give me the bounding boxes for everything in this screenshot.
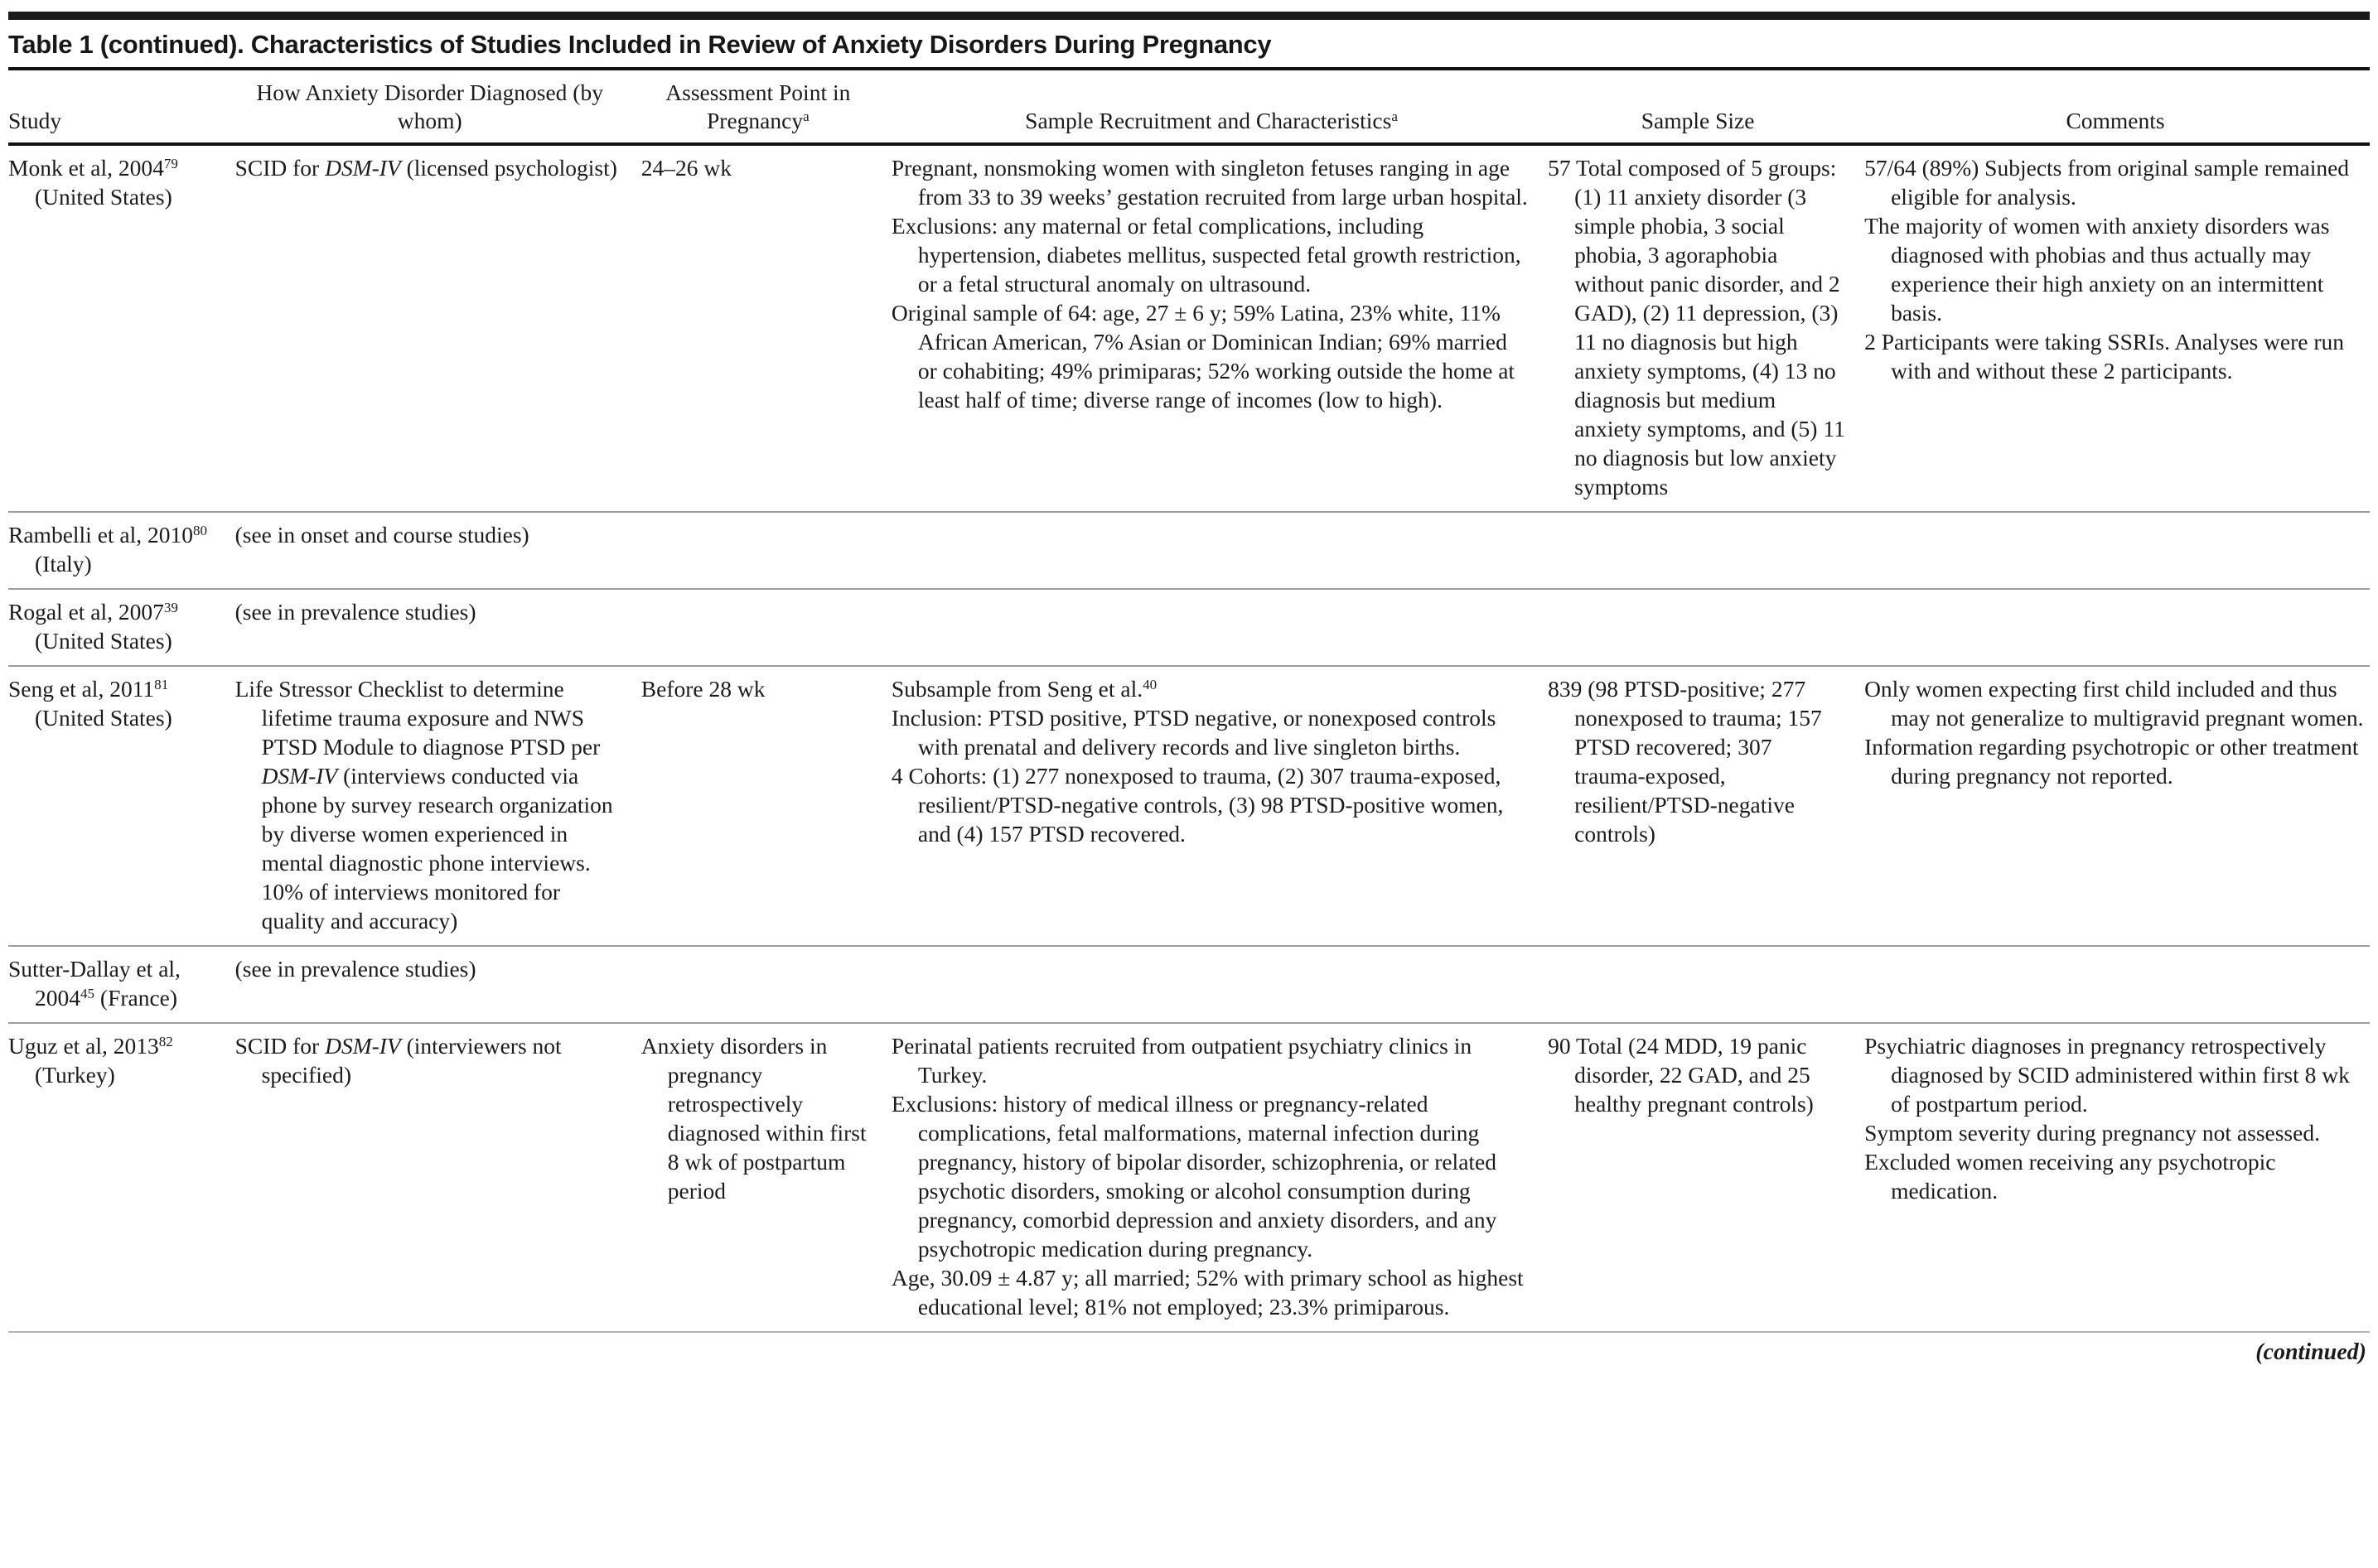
header-row (8, 70, 2370, 144)
cell-comments (1864, 666, 2370, 946)
cell-study (8, 946, 235, 1023)
cell-paragraph: 2 Participants were taking SSRIs. Analyses were run with and without these 2 participants. (1864, 329, 2344, 384)
cell-diagnosed (235, 589, 641, 666)
cell-recruitment (892, 589, 1548, 666)
cell-comments (1864, 589, 2370, 666)
table-top-rule (8, 12, 2370, 20)
cell-diagnosed (235, 1023, 641, 1332)
cell-paragraph: (see in prevalence studies) (234, 599, 476, 625)
cell-paragraph: Exclusions: any maternal or fetal complications, including hypertension, diabetes mellitus, suspected fetal growth restriction, or a fetal structural anomaly on ultrasound. (891, 213, 1521, 297)
cell-paragraph: (see in onset and course studies) (234, 522, 529, 548)
table-title: Table 1 (continued). Characteristics of Studies Included in Review of Anxiety Disorders During Pregnancy (8, 25, 2370, 70)
cell-paragraph: Seng et al, 2011$^{81}$ (United States) (8, 676, 172, 731)
cell-paragraph: The majority of women with anxiety disorders was diagnosed with phobias and thus actually may experience their high anxiety on an intermittent basis. (1864, 213, 2330, 326)
cell-assessment (641, 1023, 892, 1332)
column-header-comments: Comments (1864, 70, 2370, 144)
cell-paragraph: Life Stressor Checklist to determine lifetime trauma exposure and NWS PTSD Module to diagnose PTSD per DSM-IV (interviews conducted via phone by survey research organization by diverse women experienced in mental diagnostic phone interviews. 10% of interviews monitored for quality and accuracy) (234, 676, 613, 934)
cell-diagnosed (235, 666, 641, 946)
table-header (8, 70, 2370, 144)
cell-sample_size (1548, 946, 1864, 1023)
cell-assessment (641, 589, 892, 666)
cell-paragraph: Monk et al, 2004$^{79}$ (United States) (8, 155, 178, 210)
cell-paragraph: Rambelli et al, 2010$^{80}$ (Italy) (8, 522, 208, 577)
column-header-study: Study (8, 70, 235, 144)
cell-paragraph: 4 Cohorts: (1) 277 nonexposed to trauma, (2) 307 trauma-exposed, resilient/PTSD-negative controls, (3) 98 PTSD-positive women, and (4) 157 PTSD recovered. (891, 763, 1504, 847)
cell-sample_size (1548, 144, 1864, 512)
cell-diagnosed (235, 144, 641, 512)
cell-study (8, 1023, 235, 1332)
cell-paragraph: Sutter-Dallay et al, 2004$^{45}$ (France) (8, 956, 181, 1011)
cell-paragraph: Psychiatric diagnoses in pregnancy retrospectively diagnosed by SCID administered within first 8 wk of postpartum period. (1864, 1033, 2350, 1117)
cell-recruitment (892, 1023, 1548, 1332)
cell-study (8, 512, 235, 589)
cell-paragraph: 57/64 (89%) Subjects from original sample remained eligible for analysis. (1864, 155, 2350, 210)
cell-comments (1864, 144, 2370, 512)
column-header-sample_size: Sample Size (1548, 70, 1864, 144)
column-header-recruitment: Sample Recruitment and Characteristics$^a$ (892, 70, 1548, 144)
cell-assessment (641, 946, 892, 1023)
cell-assessment (641, 144, 892, 512)
cell-paragraph: 90 Total (24 MDD, 19 panic disorder, 22 GAD, and 25 healthy pregnant controls) (1548, 1033, 1814, 1117)
cell-study (8, 144, 235, 512)
cell-assessment (641, 512, 892, 589)
cell-paragraph: (see in prevalence studies) (234, 956, 476, 982)
cell-paragraph: Only women expecting first child included and thus may not generalize to multigravid pregnant women. (1864, 676, 2364, 731)
cell-recruitment (892, 946, 1548, 1023)
cell-paragraph: Age, 30.09 ± 4.87 y; all married; 52% with primary school as highest educational level; 81% not employed; 23.3% primiparous. (891, 1265, 1524, 1320)
cell-paragraph: 57 Total composed of 5 groups: (1) 11 anxiety disorder (3 simple phobia, 3 social phobia, 3 agoraphobia without panic disorder, and 2 GAD), (2) 11 depression, (3) 11 no diagnosis but high anxiety symptoms, (4) 13 no diagnosis but medium anxiety symptoms, and (5) 11 no diagnosis but low anxiety symptoms (1548, 155, 1845, 499)
cell-recruitment (892, 512, 1548, 589)
column-header-assessment: Assessment Point in Pregnancy$^a$ (641, 70, 892, 144)
cell-paragraph: Pregnant, nonsmoking women with singleton fetuses ranging in age from 33 to 39 weeks’ gestation recruited from large urban hospital. (891, 155, 1528, 210)
cell-recruitment (892, 144, 1548, 512)
cell-paragraph: Uguz et al, 2013$^{82}$ (Turkey) (8, 1033, 173, 1088)
cell-sample_size (1548, 1023, 1864, 1332)
column-header-diagnosed: How Anxiety Disorder Diagnosed (by whom) (235, 70, 641, 144)
cell-sample_size (1548, 666, 1864, 946)
cell-paragraph: Excluded women receiving any psychotropic medication. (1864, 1149, 2276, 1204)
cell-paragraph: Original sample of 64: age, 27 ± 6 y; 59% Latina, 23% white, 11% African American, 7% Asian or Dominican Indian; 69% married or cohabiting; 49% primiparas; 52% working outside the home at least half of time; diverse range of incomes (low to high). (891, 300, 1515, 413)
studies-table (8, 70, 2370, 1333)
cell-paragraph: 24–26 wk (640, 155, 732, 181)
cell-paragraph: Information regarding psychotropic or other treatment during pregnancy not reported. (1864, 734, 2359, 789)
cell-paragraph: Anxiety disorders in pregnancy retrospectively diagnosed within first 8 wk of postpartum period (640, 1033, 867, 1204)
cell-study (8, 589, 235, 666)
cell-comments (1864, 512, 2370, 589)
table-row (8, 144, 2370, 512)
table-body (8, 144, 2370, 1332)
cell-sample_size (1548, 589, 1864, 666)
table-row (8, 1023, 2370, 1332)
cell-paragraph: Symptom severity during pregnancy not assessed. (1864, 1120, 2320, 1146)
cell-comments (1864, 1023, 2370, 1332)
cell-paragraph: SCID for DSM-IV (licensed psychologist) (234, 155, 617, 181)
cell-paragraph: Inclusion: PTSD positive, PTSD negative, or nonexposed controls with prenatal and delivery records and live singleton births. (891, 705, 1496, 760)
cell-recruitment (892, 666, 1548, 946)
table-row (8, 589, 2370, 666)
cell-assessment (641, 666, 892, 946)
cell-sample_size (1548, 512, 1864, 589)
cell-paragraph: SCID for DSM-IV (interviewers not specified) (234, 1033, 562, 1088)
table-row (8, 666, 2370, 946)
cell-paragraph: Rogal et al, 2007$^{39}$ (United States) (8, 599, 178, 654)
cell-paragraph: 839 (98 PTSD-positive; 277 nonexposed to trauma; 157 PTSD recovered; 307 trauma-exposed, resilient/PTSD-negative controls) (1548, 676, 1822, 847)
cell-comments (1864, 946, 2370, 1023)
cell-paragraph: Subsample from Seng et al.$^{40}$ (891, 676, 1158, 702)
cell-paragraph: Before 28 wk (640, 676, 766, 702)
cell-paragraph: Perinatal patients recruited from outpatient psychiatry clinics in Turkey. (891, 1033, 1472, 1088)
cell-diagnosed (235, 946, 641, 1023)
cell-diagnosed (235, 512, 641, 589)
continued-label: (continued) (2255, 1339, 2366, 1365)
table-row (8, 512, 2370, 589)
cell-paragraph: Exclusions: history of medical illness or pregnancy-related complications, fetal malformations, maternal infection during pregnancy, history of bipolar disorder, schizophrenia, or related psychotic disorders, smoking or alcohol consumption during pregnancy, comorbid depression and anxiety disorders, and any psychotropic medication during pregnancy. (891, 1091, 1497, 1262)
cell-study (8, 666, 235, 946)
table-row (8, 946, 2370, 1023)
